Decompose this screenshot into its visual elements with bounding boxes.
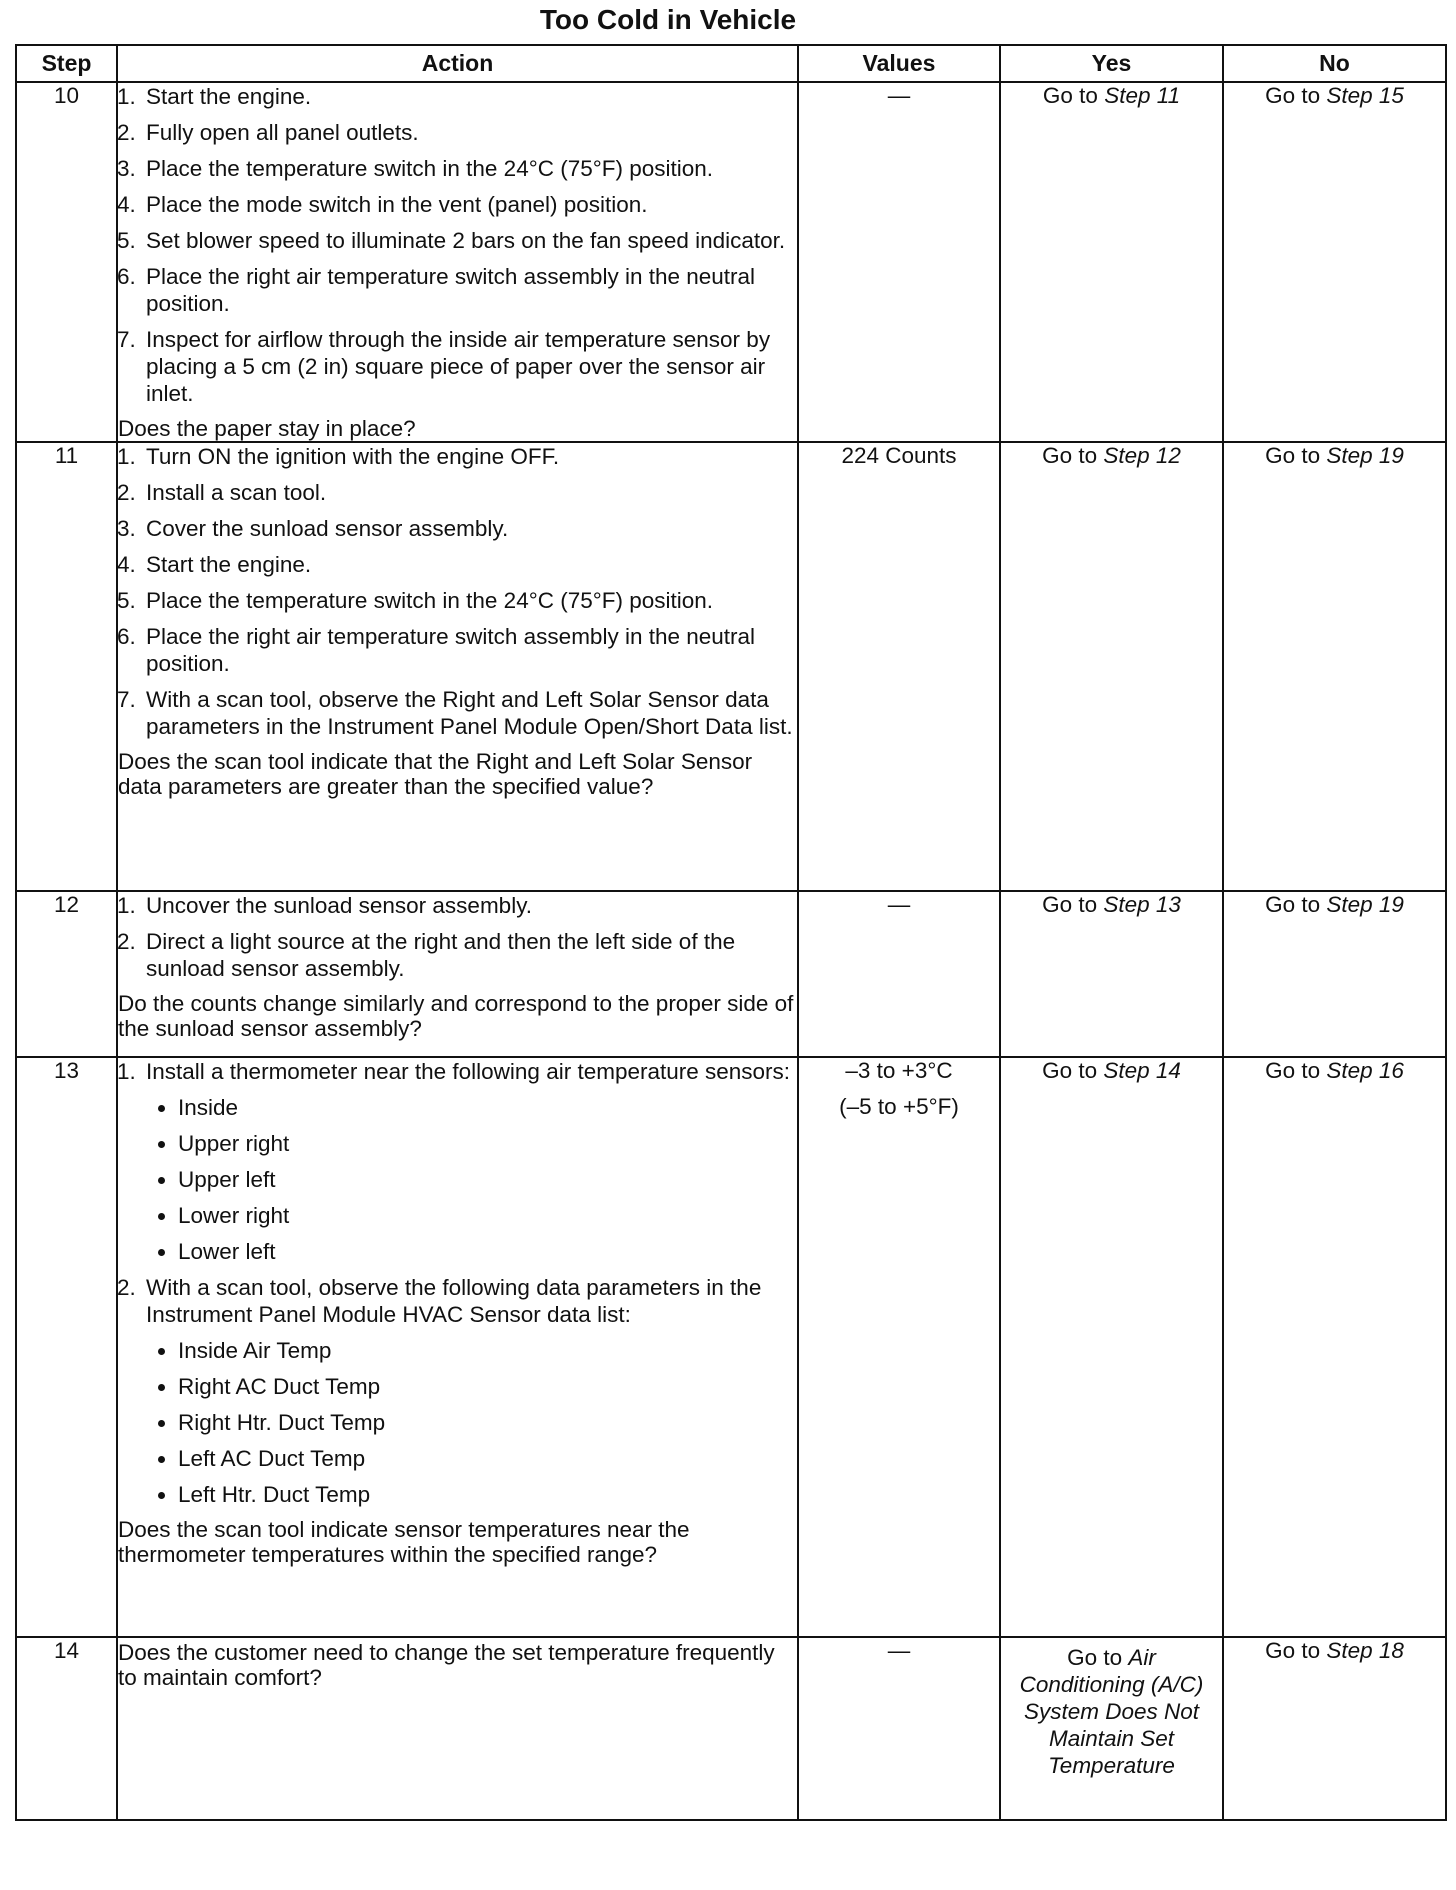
goto-link[interactable]: Step 11: [1104, 83, 1181, 108]
action-step: 3. Cover the sunload sensor assembly.: [142, 515, 797, 542]
parameter-list: [146, 1337, 797, 1508]
action-step: 1. Start the engine.: [142, 83, 797, 110]
list-item: • Upper left: [178, 1166, 797, 1193]
action-cell: [117, 1637, 798, 1820]
goto-link[interactable]: Step 15: [1326, 83, 1404, 108]
step-number: 13: [16, 1057, 117, 1637]
header-yes: Yes: [1000, 45, 1223, 82]
goto-prefix: Go to: [1042, 83, 1105, 108]
goto-prefix: Go to: [1265, 83, 1327, 108]
action-step: 7. Inspect for airflow through the inside air temperature sensor by placing a 5 cm (2 in) square piece of paper over the sensor air inlet.: [142, 326, 797, 407]
header-no: No: [1223, 45, 1446, 82]
action-step: 5. Place the temperature switch in the 24°C (75°F) position.: [142, 587, 797, 614]
action-steps: [118, 443, 797, 740]
values-line-celsius: –3 to +3°C: [845, 1058, 953, 1083]
diagnostic-table: [15, 44, 1447, 1821]
action-step: 1. Turn ON the ignition with the engine OFF.: [142, 443, 797, 470]
goto-prefix: Go to: [1265, 892, 1327, 917]
goto-prefix: Go to: [1042, 1058, 1104, 1083]
page-title: Too Cold in Vehicle: [539, 4, 797, 35]
values-cell: [798, 1057, 1000, 1637]
yes-cell: [1000, 82, 1223, 442]
list-item: • Right AC Duct Temp: [178, 1373, 797, 1400]
no-cell: [1223, 82, 1446, 442]
step-number: 11: [16, 442, 117, 891]
action-step: 2. Direct a light source at the right and then the left side of the sunload sensor assembly.: [142, 928, 797, 982]
action-question: Does the scan tool indicate sensor temperatures near the thermometer temperatures within the specified range?: [118, 1517, 690, 1567]
yes-cell: [1000, 1057, 1223, 1637]
values-cell: —: [798, 82, 1000, 442]
table-row-step-12: [16, 891, 1446, 1057]
step-number: 10: [16, 82, 117, 442]
list-item: • Lower left: [178, 1238, 797, 1265]
goto-link[interactable]: Step 18: [1326, 1638, 1404, 1663]
yes-cell: [1000, 1637, 1223, 1820]
action-cell: [117, 891, 798, 1057]
action-step: [142, 1058, 797, 1265]
action-question: Does the customer need to change the set temperature frequently to maintain comfort?: [118, 1640, 775, 1690]
action-step: 5. Set blower speed to illuminate 2 bars on the fan speed indicator.: [142, 227, 797, 254]
action-cell: [117, 1057, 798, 1637]
table-row-step-10: [16, 82, 1446, 442]
action-step: 3. Place the temperature switch in the 24°C (75°F) position.: [142, 155, 797, 182]
no-cell: [1223, 1057, 1446, 1637]
action-step-text: Install a thermometer near the following air temperature sensors:: [146, 1059, 791, 1084]
list-item: • Inside Air Temp: [178, 1337, 797, 1364]
header-step: Step: [16, 45, 117, 82]
list-item: • Left AC Duct Temp: [178, 1445, 797, 1472]
action-step: 6. Place the right air temperature switch assembly in the neutral position.: [142, 263, 797, 317]
action-steps: [118, 83, 797, 407]
action-steps: [118, 892, 797, 982]
sensor-list: [146, 1094, 797, 1265]
goto-prefix: Go to: [1042, 443, 1104, 468]
no-cell: [1223, 1637, 1446, 1820]
goto-link[interactable]: Air Conditioning (A/C) System Does Not Maintain Set Temperature: [1019, 1645, 1204, 1778]
action-step: 6. Place the right air temperature switch assembly in the neutral position.: [142, 623, 797, 677]
action-cell: [117, 82, 798, 442]
action-question: Does the scan tool indicate that the Right and Left Solar Sensor data parameters are greater than the specified value?: [118, 749, 753, 799]
yes-cell: [1000, 891, 1223, 1057]
values-cell: —: [798, 1637, 1000, 1820]
yes-cell: [1000, 442, 1223, 891]
action-step: 1. Uncover the sunload sensor assembly.: [142, 892, 797, 919]
values-cell: 224 Counts: [798, 442, 1000, 891]
table-row-step-14: [16, 1637, 1446, 1820]
step-number: 14: [16, 1637, 117, 1820]
goto-link[interactable]: Step 13: [1103, 892, 1181, 917]
goto-prefix: Go to: [1067, 1645, 1129, 1670]
table-row-step-11: [16, 442, 1446, 891]
goto-link[interactable]: Step 14: [1103, 1058, 1181, 1083]
list-item: • Right Htr. Duct Temp: [178, 1409, 797, 1436]
action-cell: [117, 442, 798, 891]
action-steps: [118, 1058, 797, 1508]
action-question: Do the counts change similarly and correspond to the proper side of the sunload sensor assembly?: [118, 991, 794, 1041]
action-step: 4. Place the mode switch in the vent (panel) position.: [142, 191, 797, 218]
list-item: • Lower right: [178, 1202, 797, 1229]
goto-prefix: Go to: [1265, 1058, 1327, 1083]
action-step: 7. With a scan tool, observe the Right and Left Solar Sensor data parameters in the Instrument Panel Module Open/Short Data list.: [142, 686, 797, 740]
action-step: 2. Fully open all panel outlets.: [142, 119, 797, 146]
goto-prefix: Go to: [1042, 892, 1104, 917]
action-question: Does the paper stay in place?: [118, 416, 416, 441]
no-cell: [1223, 442, 1446, 891]
action-step-text: With a scan tool, observe the following data parameters in the Instrument Panel Module HVAC Sensor data list:: [146, 1275, 762, 1327]
action-step: 2. Install a scan tool.: [142, 479, 797, 506]
list-item: • Left Htr. Duct Temp: [178, 1481, 797, 1508]
goto-link[interactable]: Step 12: [1103, 443, 1181, 468]
list-item: • Upper right: [178, 1130, 797, 1157]
goto-prefix: Go to: [1265, 1638, 1327, 1663]
table-row-step-13: [16, 1057, 1446, 1637]
action-step: 4. Start the engine.: [142, 551, 797, 578]
header-values: Values: [798, 45, 1000, 82]
goto-link[interactable]: Step 19: [1326, 443, 1404, 468]
goto-link[interactable]: Step 16: [1326, 1058, 1404, 1083]
table-header-row: [16, 45, 1446, 82]
action-step: [142, 1274, 797, 1508]
values-line-fahrenheit: (–5 to +5°F): [839, 1094, 959, 1119]
no-cell: [1223, 891, 1446, 1057]
list-item: • Inside: [178, 1094, 797, 1121]
header-action: Action: [117, 45, 798, 82]
step-number: 12: [16, 891, 117, 1057]
values-cell: —: [798, 891, 1000, 1057]
goto-prefix: Go to: [1265, 443, 1327, 468]
goto-link[interactable]: Step 19: [1326, 892, 1404, 917]
